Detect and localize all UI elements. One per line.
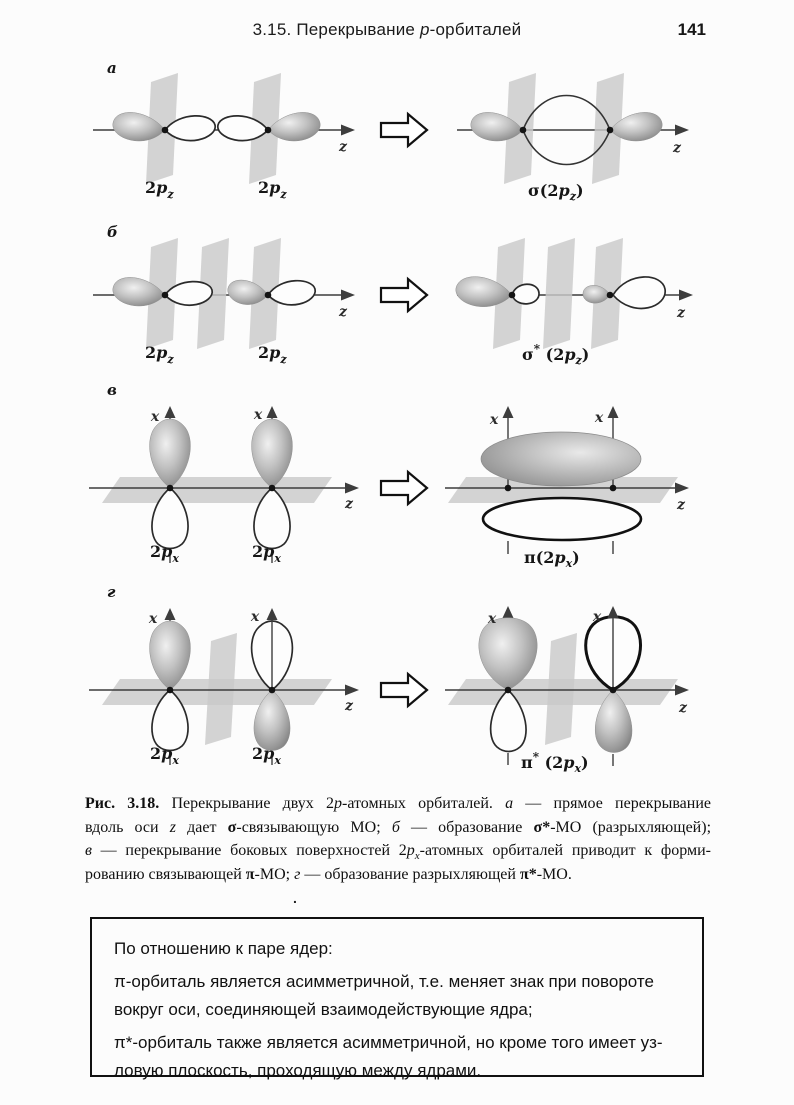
figure-caption <box>85 792 711 886</box>
caption-text: г <box>294 865 301 883</box>
row-g <box>89 583 689 775</box>
row-a-label: а <box>107 60 117 77</box>
transform-arrow-icon <box>381 472 427 504</box>
caption-text: π* <box>519 865 537 883</box>
row-g-label: г <box>107 583 116 601</box>
pi-lobe-down <box>483 498 641 540</box>
nucleus-dot <box>167 687 174 694</box>
nucleus-dot <box>607 127 614 134</box>
x-axis-arrowhead-icon <box>165 608 176 620</box>
x-axis-arrowhead-icon <box>608 606 619 618</box>
nucleus-dot <box>265 292 272 299</box>
row-b <box>93 223 693 367</box>
x-axis-label: x <box>592 609 602 625</box>
caption-text: z <box>169 818 176 836</box>
page-number: 141 <box>677 20 706 39</box>
caption-text: рованию связывающей <box>85 865 246 883</box>
caption-subscript: x <box>414 850 420 863</box>
orbital-label-2pz: 2pz <box>145 178 174 201</box>
orbital-label-2px: 2px <box>150 744 179 767</box>
section-title-suffix: -орбиталей <box>429 20 522 39</box>
x-axis-arrowhead-icon <box>503 406 514 418</box>
z-axis-arrowhead-icon <box>679 290 693 301</box>
nucleus-dot <box>610 687 617 694</box>
summary-box <box>90 917 704 1080</box>
x-axis-label: x <box>489 412 499 428</box>
orbital-diagrams-svg <box>85 60 705 790</box>
z-axis-label: z <box>339 304 347 320</box>
nucleus-dot <box>162 292 169 299</box>
z-axis-arrowhead-icon <box>341 290 355 301</box>
result-label-pi-star: π* (2px) <box>521 750 589 775</box>
page-header <box>0 20 794 44</box>
orbital-label-2pz: 2pz <box>258 178 287 201</box>
summary-item-pi-star <box>114 1029 682 1085</box>
z-axis-label: z <box>345 496 353 512</box>
caption-text: -МО; <box>254 865 295 883</box>
z-axis-label: z <box>677 305 685 321</box>
transform-arrow-icon <box>381 114 427 146</box>
horizontal-plane <box>102 477 332 503</box>
z-axis-label: z <box>345 698 353 714</box>
caption-text: -атомных орбиталей приводит к форми- <box>419 842 711 859</box>
row-a <box>93 60 689 203</box>
z-axis-label: z <box>339 139 347 155</box>
x-axis-label: x <box>250 609 260 625</box>
caption-text: π <box>245 865 255 883</box>
caption-text: p <box>334 795 342 812</box>
vertical-nodal-plane <box>545 633 577 745</box>
caption-text: — образование <box>399 818 534 836</box>
nucleus-dot <box>167 485 174 492</box>
transform-arrow-icon <box>381 279 427 311</box>
orbital-label-2pz: 2pz <box>258 343 287 366</box>
summary-text: π-орбиталь является асимметричной, т.е. меняет знак при повороте <box>114 972 654 991</box>
caption-line <box>85 839 711 863</box>
nucleus-dot <box>269 687 276 694</box>
caption-text: — перекрывание боковых поверхностей 2 <box>91 842 407 859</box>
section-title-italic-p: p <box>420 20 430 39</box>
caption-text: -атомных орбиталей. <box>342 795 506 812</box>
orbital-label-2px: 2px <box>252 542 281 565</box>
x-axis-label: x <box>150 409 160 425</box>
caption-line <box>85 816 711 840</box>
nucleus-dot <box>520 127 527 134</box>
nucleus-dot <box>610 485 617 492</box>
orbital-label-2pz: 2pz <box>145 343 174 366</box>
section-title <box>0 20 784 40</box>
nucleus-dot <box>162 127 169 134</box>
z-axis-arrowhead-icon <box>675 685 689 696</box>
x-axis-arrowhead-icon <box>608 406 619 418</box>
row-v-label: в <box>107 381 117 399</box>
caption-text: а <box>505 795 514 812</box>
caption-text: σ* <box>533 818 551 836</box>
nucleus-dot <box>505 687 512 694</box>
caption-text: б <box>391 818 400 836</box>
caption-text: -связывающую МО; <box>236 818 392 836</box>
x-axis-label: x <box>148 611 158 627</box>
caption-text: -МО (разрыхляющей); <box>550 818 712 836</box>
x-axis-label: x <box>594 410 604 426</box>
caption-text: Перекрывание двух 2 <box>159 795 334 812</box>
orbital-label-2px: 2px <box>252 744 281 767</box>
section-title-prefix: 3.15. Перекрывание <box>252 20 420 39</box>
z-axis-label: z <box>673 140 681 156</box>
caption-text: дает <box>176 818 228 836</box>
x-axis-arrowhead-icon <box>503 606 514 618</box>
transform-arrow-icon <box>381 674 427 706</box>
x-axis-label: x <box>253 407 263 423</box>
x-axis-arrowhead-icon <box>267 406 278 418</box>
figure-3-18 <box>85 60 705 790</box>
z-axis-label: z <box>679 700 687 716</box>
summary-text: вокруг оси, соединяющей взаимодействующие ядра; <box>114 1000 533 1019</box>
caption-figure-number: Рис. 3.18. <box>85 795 160 812</box>
result-label-sigma-star: σ* (2pz) <box>522 342 590 367</box>
caption-line <box>85 792 711 816</box>
x-axis-arrowhead-icon <box>165 406 176 418</box>
caption-text: — образование разрыхляющей <box>300 865 520 883</box>
summary-text: ловую плоскость, проходящую между ядрами. <box>114 1061 482 1080</box>
z-axis-arrowhead-icon <box>675 483 689 494</box>
row-v <box>89 381 689 570</box>
caption-text: σ <box>227 818 237 836</box>
z-axis-arrowhead-icon <box>675 125 689 136</box>
z-axis-arrowhead-icon <box>345 483 359 494</box>
summary-item-pi <box>114 968 682 1024</box>
x-axis-arrowhead-icon <box>267 608 278 620</box>
caption-text: в <box>85 842 92 859</box>
row-b-label: б <box>107 223 118 241</box>
z-axis-arrowhead-icon <box>341 125 355 136</box>
result-label-sigma: σ(2pz) <box>528 181 584 203</box>
caption-text: — прямое перекрывание <box>513 795 712 812</box>
z-axis-label: z <box>677 497 685 513</box>
nucleus-dot <box>505 485 512 492</box>
nucleus-dot <box>509 292 516 299</box>
caption-text: -МО. <box>536 865 572 883</box>
caption-line <box>85 863 711 887</box>
nucleus-dot <box>607 292 614 299</box>
caption-text: p <box>406 842 415 859</box>
vertical-nodal-plane <box>205 633 237 745</box>
nucleus-dot <box>269 485 276 492</box>
nucleus-dot <box>265 127 272 134</box>
x-axis-label: x <box>487 611 497 627</box>
orbital-label-2px: 2px <box>150 542 179 565</box>
summary-intro: По отношению к паре ядер: <box>114 939 333 958</box>
pi-lobe-up <box>481 432 641 486</box>
caption-text: вдоль оси <box>85 818 170 836</box>
stray-mark: . <box>293 890 297 906</box>
z-axis-arrowhead-icon <box>345 685 359 696</box>
result-label-pi: π(2px) <box>524 548 580 570</box>
nodal-plane <box>543 238 575 349</box>
summary-text: π*-орбиталь также является асимметричной, но кроме того имеет уз- <box>114 1033 663 1052</box>
